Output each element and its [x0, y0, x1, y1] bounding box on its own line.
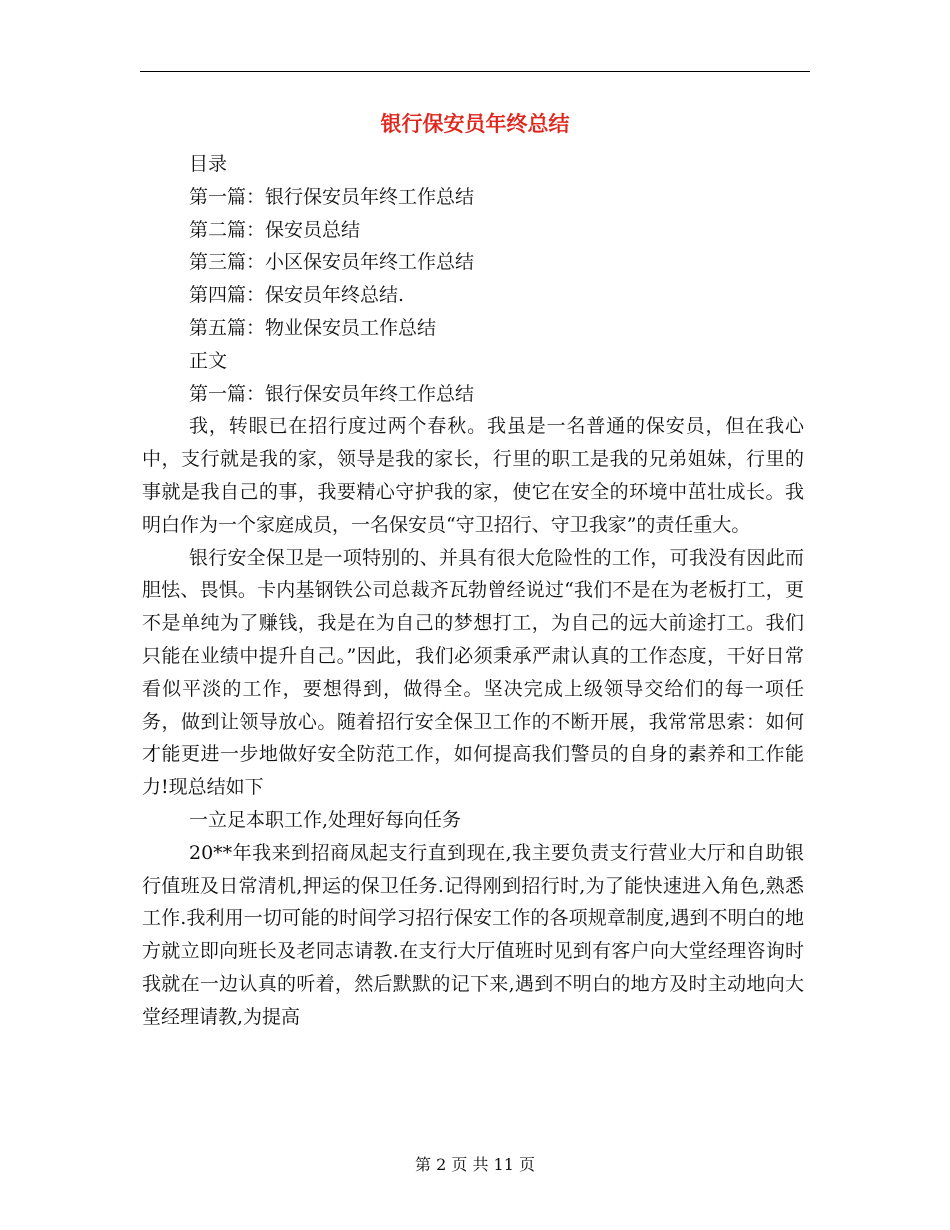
page-footer [140, 1153, 810, 1177]
header-rule [140, 71, 810, 72]
section-title: 第一篇：银行保安员年终工作总结 [189, 382, 475, 405]
toc-item-4: 第四篇：保安员年终总结. [189, 284, 405, 307]
paragraph-3: 20**年我来到招商凤起支行直到现在,我主要负责支行营业大厅和自助银行值班及日常清机,押运的保卫任务.记得刚到招行时,为了能快速进入角色,熟悉工作.我利用一切可能的时间学习招行保安工作的各项规章制度,遇到不明白的地方就立即向班长及老同志请教.在支行大厅值班时见到有客户向大堂经理咨询时我就在一边认真的听着，然后默默的记下来,遇到不明白的地方及时主动地向大堂经理请教,为提高 [142, 841, 804, 1028]
footer-suffix: 页 [519, 1155, 536, 1174]
document-title: 银行保安员年终总结 [380, 112, 570, 136]
document-body [142, 148, 804, 1034]
footer-page-number: 2 [436, 1155, 447, 1174]
footer-middle: 页 共 [451, 1155, 489, 1174]
body-heading: 正文 [189, 349, 228, 372]
paragraph-2: 银行安全保卫是一项特别的、并具有很大危险性的工作，可我没有因此而胆怯、畏惧。卡内基钢铁公司总裁齐瓦勃曾经说过“我们不是在为老板打工，更不是单纯为了赚钱，我是在为自己的梦想打工，为自己的远大前途打工。我们只能在业绩中提升自己。”因此，我们必须秉承严肃认真的工作态度，干好日常看似平淡的工作，要想得到，做得全。坚决完成上级领导交给们的每一项任务，做到让领导放心。随着招行安全保卫工作的不断开展，我常常思索：如何才能更进一步地做好安全防范工作，如何提高我们警员的自身的素养和工作能力!现总结如下 [142, 546, 804, 799]
toc-heading: 目录 [189, 153, 228, 175]
toc-item-2: 第二篇：保安员总结 [189, 218, 361, 241]
footer-prefix: 第 [414, 1155, 431, 1174]
subheading: 一立足本职工作,处理好每向任务 [189, 808, 462, 831]
toc-item-3: 第三篇：小区保安员年终工作总结 [189, 251, 475, 274]
toc-item-5: 第五篇：物业保安员工作总结 [189, 316, 437, 339]
paragraph-1: 我，转眼已在招行度过两个春秋。我虽是一名普通的保安员，但在我心中，支行就是我的家，领导是我的家长，行里的职工是我的兄弟姐妹，行里的事就是我自己的事，我要精心守护我的家，使它在安全的环境中茁壮成长。我明白作为一个家庭成员，一名保安员“守卫招行、守卫我家”的责任重大。 [142, 415, 804, 536]
footer-total-pages: 11 [493, 1155, 514, 1174]
toc-item-1: 第一篇：银行保安员年终工作总结 [189, 185, 475, 208]
